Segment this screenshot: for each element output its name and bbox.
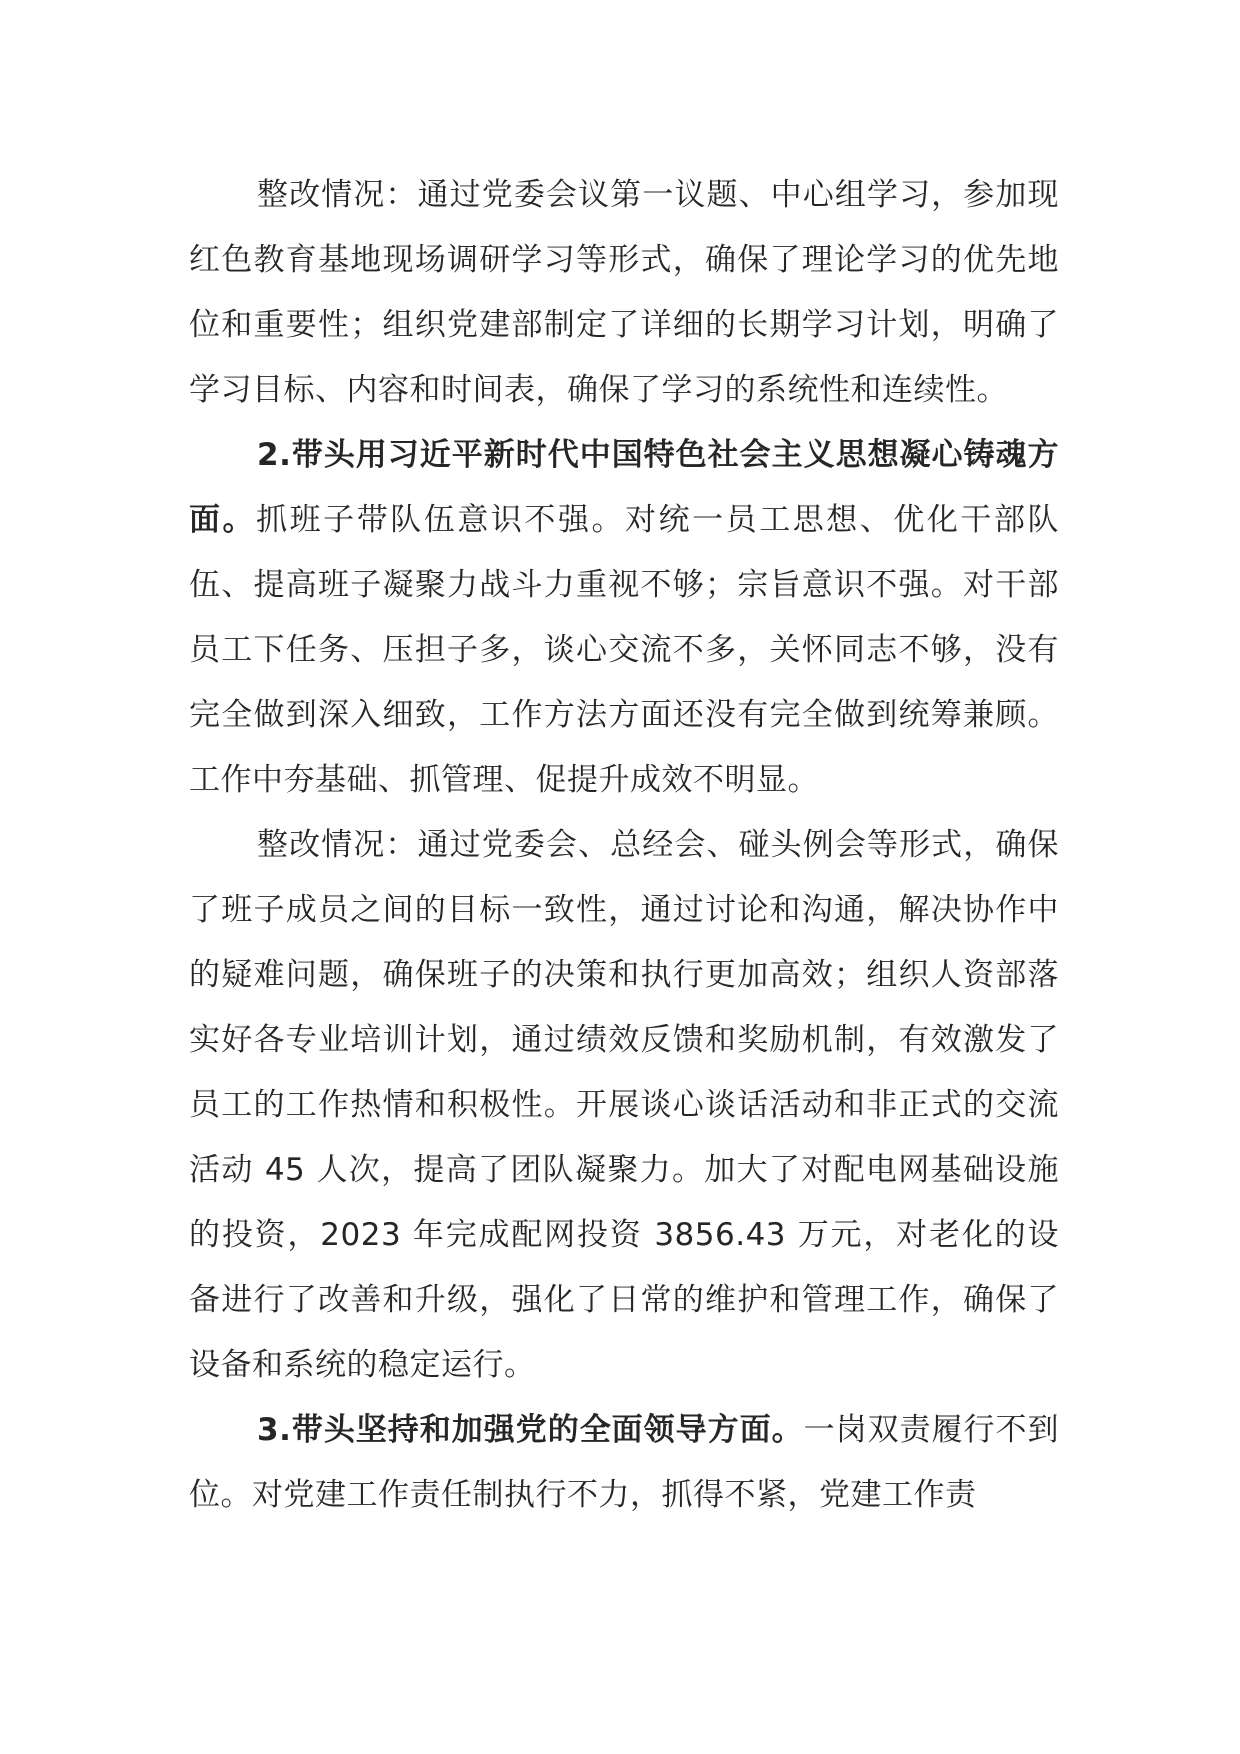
rectification-paragraph-1 xyxy=(189,163,1059,423)
paragraph-body: 一岗双责履行不到位。对党建工作责任制执行不力，抓得不紧，党建工作责 xyxy=(189,1412,1059,1513)
rectification-paragraph-2 xyxy=(189,813,1059,1398)
paragraph-body: 整改情况：通过党委会、总经会、碰头例会等形式，确保了班子成员之间的目标一致性，通过讨论和沟通，解决协作中的疑难问题，确保班子的决策和执行更加高效；组织人资部落实好各专业培训计划，通过绩效反馈和奖励机制，有效激发了员工的工作热情和积极性。开展谈心谈话活动和非正式的交流活动 45 人次，提高了团队凝聚力。加大了对配电网基础设施的投资，2023 年完成配网投资 3856.43 万元，对老化的设备进行了改善和升级，强化了日常的维护和管理工作，确保了设备和系统的稳定运行。 xyxy=(189,827,1059,1383)
document-page xyxy=(189,163,1059,1528)
paragraph-body: 整改情况：通过党委会议第一议题、中心组学习，参加现红色教育基地现场调研学习等形式，确保了理论学习的优先地位和重要性；组织党建部制定了详细的长期学习计划，明确了学习目标、内容和时间表，确保了学习的系统性和连续性。 xyxy=(189,177,1059,408)
section-2-paragraph xyxy=(189,423,1059,813)
section-2-heading: 2.带头用习近平新时代中国特色社会主义思想凝心铸魂方面。 xyxy=(189,437,1059,538)
paragraph-body: 抓班子带队伍意识不强。对统一员工思想、优化干部队伍、提高班子凝聚力战斗力重视不够；宗旨意识不强。对干部员工下任务、压担子多，谈心交流不多，关怀同志不够，没有完全做到深入细致，工作方法方面还没有完全做到统筹兼顾。工作中夯基础、抓管理、促提升成效不明显。 xyxy=(189,502,1060,798)
section-3-heading: 3.带头坚持和加强党的全面领导方面。 xyxy=(257,1412,804,1448)
section-3-paragraph xyxy=(189,1398,1059,1528)
